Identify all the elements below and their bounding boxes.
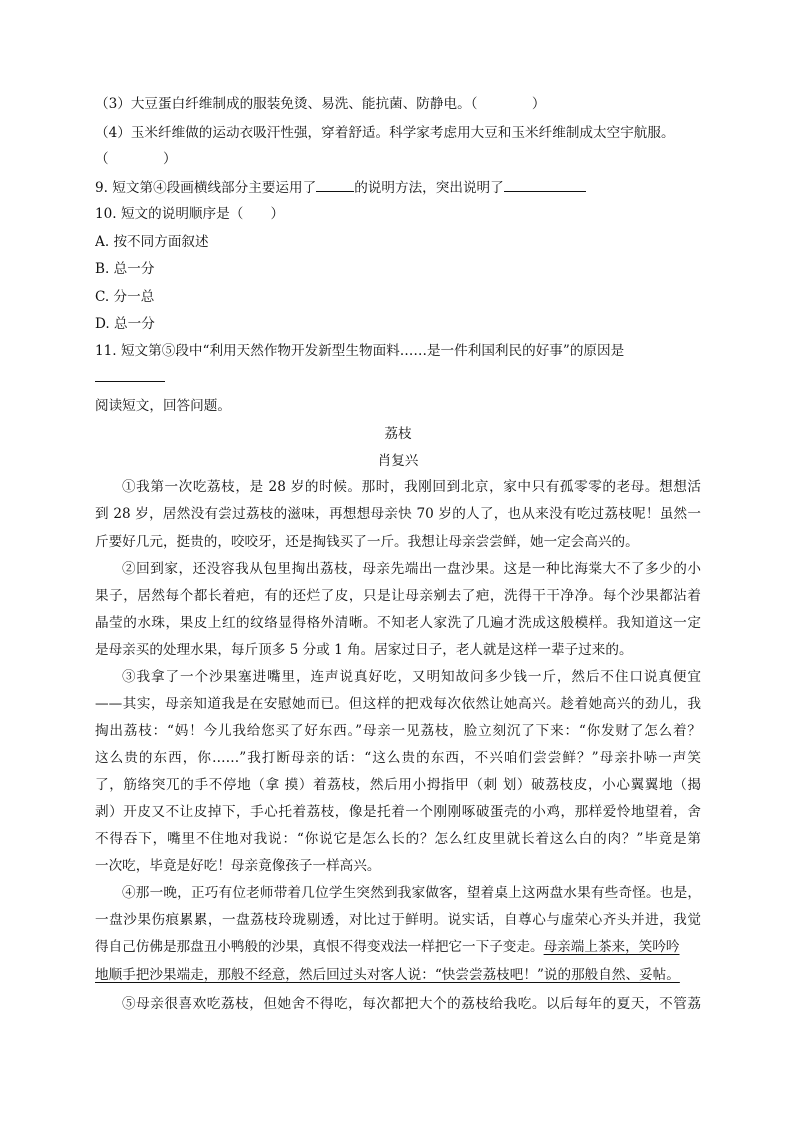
paragraph-3-line-2: ——其实，母亲知道我是在安慰她而已。但这样的把戏每次依然让她高兴。趁着她高兴的劲儿，我 <box>95 696 701 712</box>
paragraph-1-line-2: 到 28 岁，居然没有尝过荔枝的滋味，再想想母亲快 70 岁的人了，也从来没有吃过荔枝呢！虽然一 <box>95 506 701 522</box>
article-title: 荔枝 <box>384 426 412 442</box>
underlined-sentence-end: 地顺手把沙果端走，那般不经意，然后回过头对客人说：“快尝尝荔枝吧！”说的那般自然、妥帖。 <box>95 967 680 983</box>
paragraph-2-line-3: 晶莹的水珠，果皮上红的纹络显得格外清晰。不知老人家洗了几遍才洗成这般模样。我知道这一定 <box>95 615 701 631</box>
underlined-sentence-start: 母亲端上茶来，笑吟吟 <box>543 939 680 955</box>
paragraph-4-line-2: 一盘沙果伤痕累累，一盘荔枝玲珑剔透，对比过于鲜明。说实话，自尊心与虚荣心齐头并进，我觉 <box>95 912 701 928</box>
paragraph-3-line-3: 掏出荔枝：“妈！今儿我给您买了好东西。”母亲一见荔枝，脸立刻沉了下来：“你发财了怎么着？ <box>95 723 701 739</box>
q9-blank-1[interactable] <box>316 178 354 192</box>
paragraph-4-line-3 <box>95 938 701 957</box>
q8-item3: （3）大豆蛋白纤维制成的服装免烫、易洗、能抗菌、防静电。（ ） <box>95 96 546 112</box>
q9-blank-2[interactable] <box>504 178 586 192</box>
q9-question <box>95 178 701 198</box>
q10-option-d: D. 总一分 <box>95 316 155 332</box>
q11-answer-line <box>95 368 701 388</box>
q11-blank[interactable] <box>95 368 165 382</box>
q10-option-a: A. 按不同方面叙述 <box>95 234 209 250</box>
paragraph-3-line-1: ③我拿了一个沙果塞进嘴里，连声说真好吃，又明知故问多少钱一斤，然后不住口说真便宜 <box>122 669 701 685</box>
q9-part1: 9. 短文第④段画横线部分主要运用了 <box>95 180 317 196</box>
paragraph-3-line-4: 这么贵的东西，你……”我打断母亲的话：“这么贵的东西，不兴咱们尝尝鲜？”母亲扑哧一声笑 <box>95 750 701 766</box>
q8-item4-line2: （ ） <box>95 151 177 167</box>
article-author: 肖复兴 <box>377 453 419 469</box>
paragraph-3-line-5: 了，筋络突兀的手不停地（拿 摸）着荔枝，然后用小拇指甲（刺 划）破荔枝皮，小心翼翼地（揭 <box>95 777 701 793</box>
q9-part2: 的说明方法，突出说明了 <box>354 180 504 196</box>
paragraph-1-line-3: 斤要好几元，挺贵的，咬咬牙，还是掏钱买了一斤。我想让母亲尝尝鲜，她一定会高兴的。 <box>95 534 639 550</box>
paragraph-3-line-7: 不得吞下，嘴里不住地对我说：“你说它是怎么长的？怎么红皮里就长着这么白的肉？”毕竟是第 <box>95 831 701 847</box>
q8-item4-line1: （4）玉米纤维做的运动衣吸汗性强，穿着舒适。科学家考虑用大豆和玉米纤维制成太空宇航服。 <box>95 125 675 141</box>
q11-stem: 11. 短文第⑤段中“利用天然作物开发新型生物面料……是一件利国利民的好事”的原因是 <box>95 343 625 359</box>
paragraph-3-line-6: 剥）开皮又不让皮掉下，手心托着荔枝，像是托着一个刚刚啄破蛋壳的小鸡，那样爱怜地望着，舍 <box>95 804 701 820</box>
paragraph-3-line-8: 一次吃，毕竟是好吃！母亲竟像孩子一样高兴。 <box>95 858 381 874</box>
q10-option-b: B. 总一分 <box>95 261 155 277</box>
paragraph-5-line-1: ⑤母亲很喜欢吃荔枝，但她舍不得吃，每次都把大个的荔枝给我吃。以后每年的夏天，不管荔 <box>122 996 701 1012</box>
paragraph-4-line-1: ④那一晚，正巧有位老师带着几位学生突然到我家做客，望着桌上这两盘水果有些奇怪。也是， <box>122 885 701 901</box>
q10-stem: 10. 短文的说明顺序是（ ） <box>95 206 285 222</box>
paragraph-2-line-1: ②回到家，还没容我从包里掏出荔枝，母亲先端出一盘沙果。这是一种比海棠大不了多少的小 <box>122 561 701 577</box>
paragraph-2-line-2: 果子，居然每个都长着疤，有的还烂了皮，只是让母亲剜去了疤，洗得干干净净。每个沙果都沾着 <box>95 588 701 604</box>
paragraph-2-line-4: 是母亲买的处理水果，每斤顶多 5 分或 1 角。居家过日子，老人就是这样一辈子过来的。 <box>95 642 633 658</box>
reading-instruction: 阅读短文，回答问题。 <box>95 398 231 414</box>
paragraph-1-line-1: ①我第一次吃荔枝，是 28 岁的时候。那时，我刚回到北京，家中只有孤零零的老母。想想活 <box>122 479 701 495</box>
paragraph-4-line-3-plain: 得自己仿佛是那盘丑小鸭般的沙果，真恨不得变戏法一样把它一下子变走。 <box>95 939 544 955</box>
q10-option-c: C. 分一总 <box>95 289 155 305</box>
